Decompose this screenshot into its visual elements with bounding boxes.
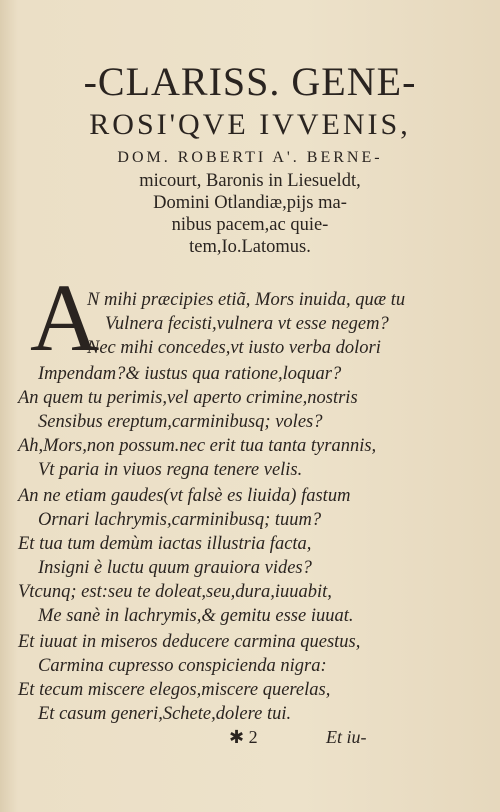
poem-line: Vt paria in viuos regna tenere velis. (38, 460, 303, 480)
poem-line: An quem tu perimis,vel aperto crimine,nostris (18, 388, 358, 408)
poem-line: An ne etiam gaudes(vt falsè es liuida) fastum (18, 486, 351, 506)
poem-line: Me sanè in lachrymis,& gemitu esse iuuat. (38, 606, 354, 626)
poem-line: Et tua tum demùm iactas illustria facta, (18, 534, 312, 554)
drop-cap: A (30, 264, 100, 371)
poem-line: N mihi præcipies etiã, Mors inuida, quæ tu (87, 290, 406, 310)
poem-line: Ah,Mors,non possum.nec erit tua tanta tyrannis, (18, 436, 377, 456)
poem-line: Vtcunq; est:seu te doleat,seu,dura,iuuabit, (18, 582, 332, 602)
poem-line: Et tecum miscere elegos,miscere querelas, (18, 680, 331, 700)
heading-line-6: nibus pacem,ac quie- (171, 215, 329, 235)
heading-line-4: micourt, Baronis in Liesueldt, (139, 171, 361, 191)
poem-line: Et iuuat in miseros deducere carmina questus, (18, 632, 361, 652)
poem-line: Sensibus ereptum,carminibusq; voles? (38, 412, 323, 432)
signature-mark: ✱ 2 (229, 727, 258, 747)
heading-line-1: -CLARISS. GENE- (83, 59, 417, 104)
poem-line: Nec mihi concedes,vt iusto verba dolori (87, 338, 381, 358)
poem-line: Insigni è luctu quum grauiora vides? (38, 558, 312, 578)
poem-line: Impendam?& iustus qua ratione,loquar? (38, 364, 342, 384)
catchword: Et iu- (326, 727, 367, 747)
poem-line: Carmina cupresso conspicienda nigra: (38, 656, 327, 676)
poem-line: Et casum generi,Schete,dolere tui. (38, 704, 292, 724)
poem-line: Ornari lachrymis,carminibusq; tuum? (38, 510, 322, 530)
heading-line-3: DOM. ROBERTI A'. BERNE- (117, 149, 383, 166)
heading-line-2: ROSI'QVE IVVENIS, (89, 108, 411, 141)
heading-line-5: Domini Otlandiæ,pijs ma- (153, 193, 347, 213)
poem-line: Vulnera fecisti,vulnera vt esse negem? (105, 314, 389, 334)
heading-line-7: tem,Io.Latomus. (189, 237, 311, 257)
